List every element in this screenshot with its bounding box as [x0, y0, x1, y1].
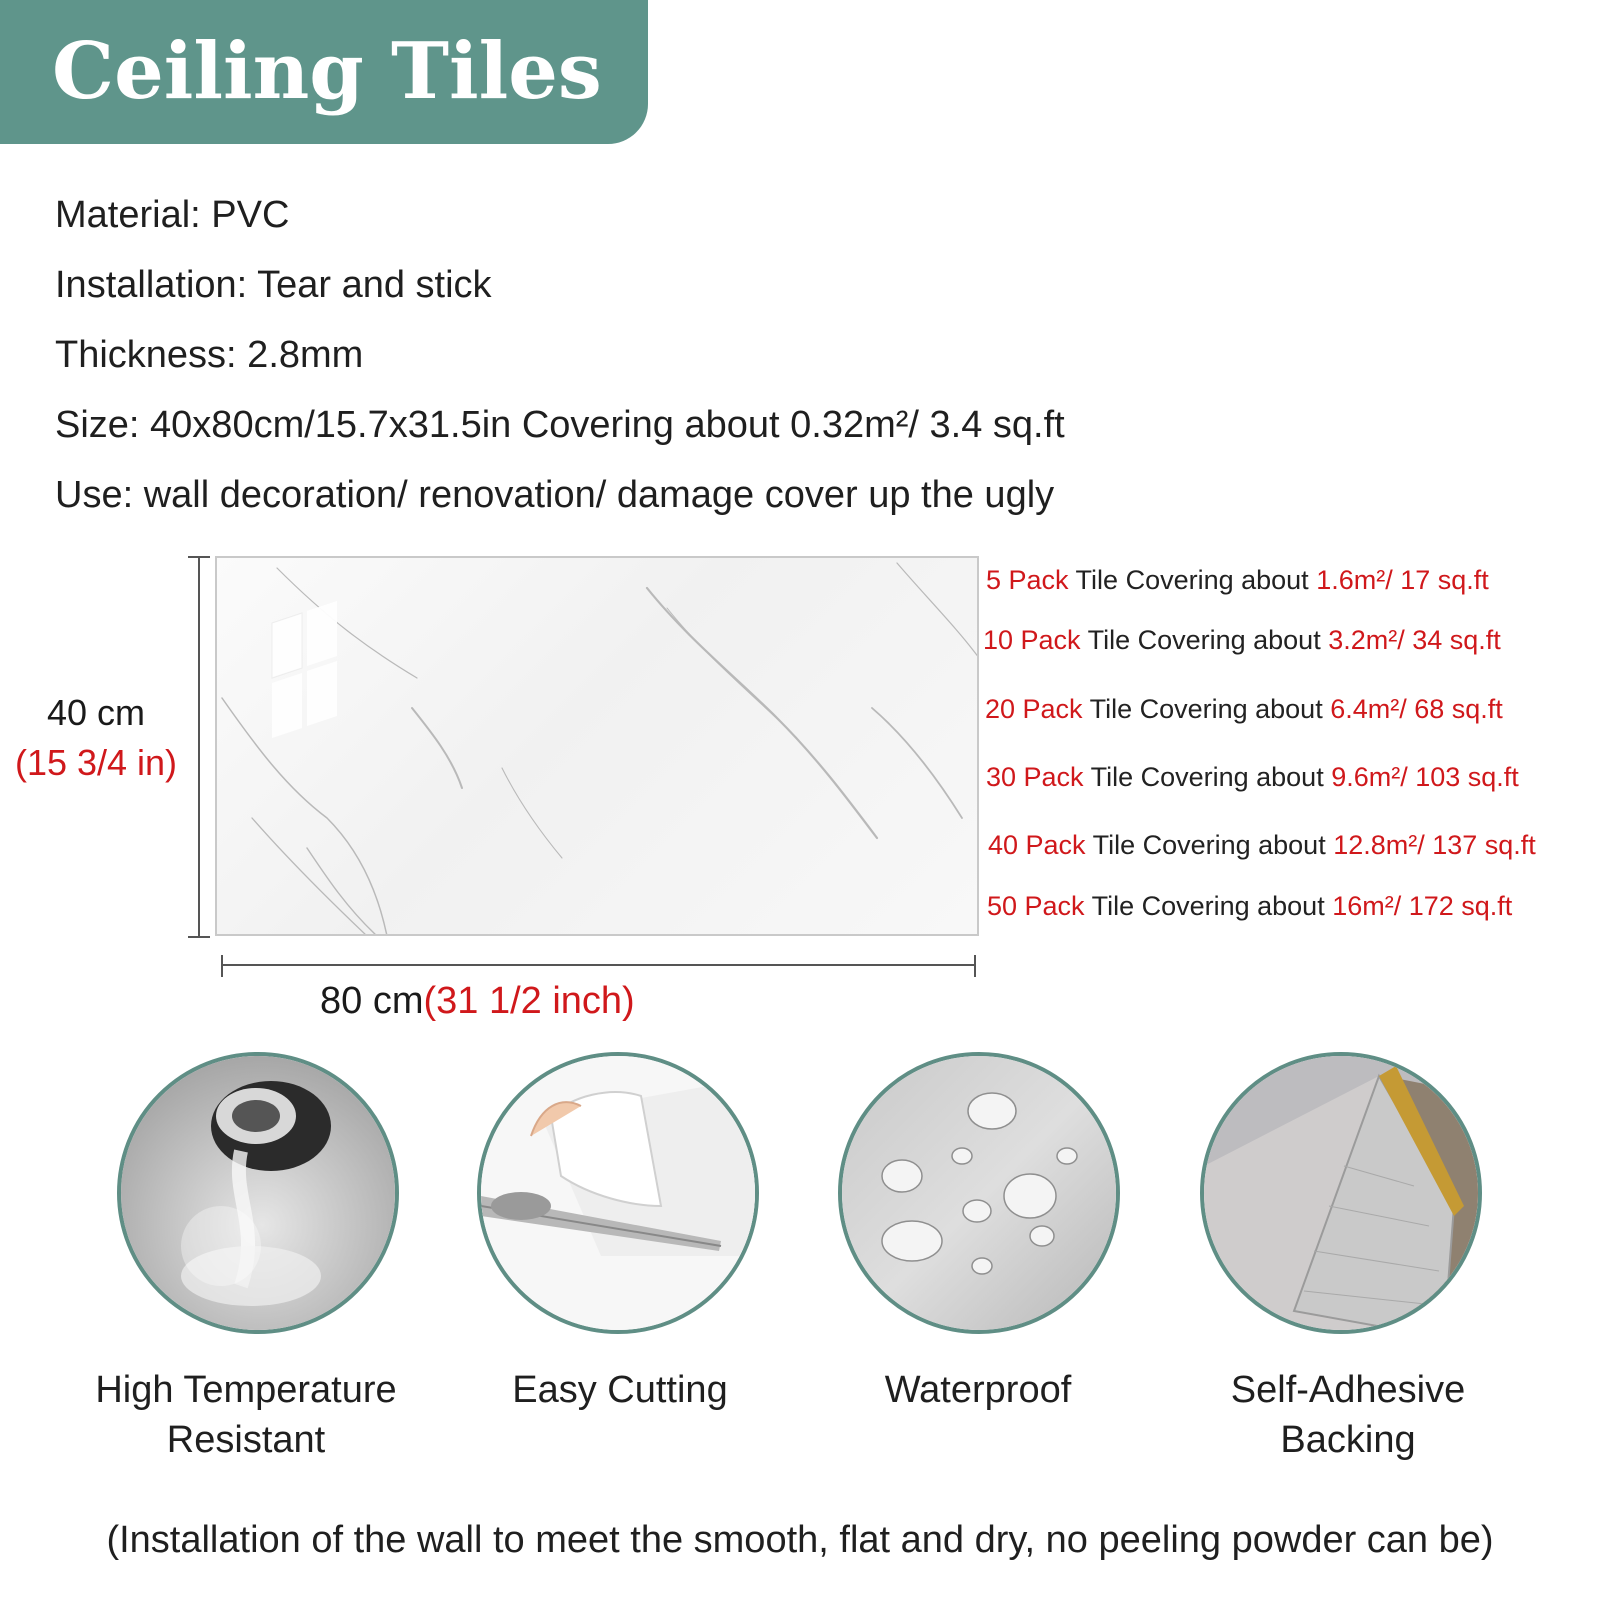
- pack-coverage: 12.8m²/ 137 sq.ft: [1333, 830, 1536, 860]
- pack-count: 50 Pack: [987, 891, 1085, 921]
- pack-count: 40 Pack: [988, 830, 1086, 860]
- feature-easy-cutting: [477, 1052, 767, 1334]
- pack-line: [983, 620, 1501, 660]
- title-banner: [0, 0, 648, 144]
- spec-use: [55, 460, 1065, 530]
- height-imperial: (15 3/4 in): [14, 742, 178, 783]
- height-dimension-cap-top: [188, 556, 210, 558]
- scissors-cutting-icon: [477, 1052, 759, 1334]
- width-dimension-label: [320, 975, 635, 1027]
- width-dimension-cap-right: [974, 955, 976, 977]
- pack-line: [988, 825, 1536, 865]
- spec-label: Size:: [55, 404, 140, 446]
- spec-value: 2.8mm: [236, 334, 364, 376]
- pack-text: Tile Covering about: [1085, 830, 1334, 860]
- pack-line: [986, 560, 1489, 600]
- width-dimension-cap-left: [221, 955, 223, 977]
- width-imperial: (31 1/2 inch): [423, 980, 635, 1022]
- feature-label-line: High Temperature: [95, 1369, 397, 1411]
- marble-vein-icon: [217, 558, 979, 936]
- height-dimension-label: [0, 688, 192, 788]
- marble-tile-image: [215, 556, 979, 936]
- spec-label: Material:: [55, 194, 201, 236]
- feature-label-line: Self-Adhesive: [1230, 1369, 1466, 1411]
- spec-material: [55, 180, 1065, 250]
- pack-line: [985, 689, 1503, 729]
- width-dimension-line: [222, 964, 976, 966]
- installation-note: (Installation of the wall to meet the smooth, flat and dry, no peeling powder can be): [106, 1519, 1494, 1561]
- feature-label: [410, 1365, 830, 1415]
- page-title: Ceiling Tiles: [52, 26, 602, 117]
- adhesive-peel-icon: [1200, 1052, 1482, 1334]
- pack-count: 10 Pack: [983, 625, 1081, 655]
- spec-size: [55, 390, 1065, 460]
- feature-label-line: Resistant: [166, 1419, 326, 1461]
- height-dimension-line: [198, 556, 200, 938]
- water-droplets-icon: [838, 1052, 1120, 1334]
- hot-water-pour-icon: [117, 1052, 399, 1334]
- pack-text: Tile Covering about: [1080, 625, 1329, 655]
- pack-line: [986, 757, 1519, 797]
- feature-label-line: Easy Cutting: [512, 1369, 728, 1411]
- feature-label-line: Backing: [1280, 1419, 1416, 1461]
- spec-value: 40x80cm/15.7x31.5in Covering about 0.32m²/ 3.4 sq.ft: [139, 404, 1065, 446]
- pack-count: 30 Pack: [986, 762, 1084, 792]
- pack-text: Tile Covering about: [1083, 762, 1332, 792]
- pack-coverage: 1.6m²/ 17 sq.ft: [1316, 565, 1489, 595]
- spec-value: PVC: [200, 194, 290, 236]
- height-dimension-cap-bottom: [188, 936, 210, 938]
- feature-label: [768, 1365, 1188, 1415]
- pack-coverage: 3.2m²/ 34 sq.ft: [1328, 625, 1501, 655]
- feature-self-adhesive: [1200, 1052, 1490, 1334]
- pack-text: Tile Covering about: [1068, 565, 1317, 595]
- spec-label: Installation:: [55, 264, 248, 306]
- feature-waterproof: [838, 1052, 1128, 1334]
- feature-label: [1138, 1365, 1558, 1465]
- spec-value: wall decoration/ renovation/ damage cover up the ugly: [133, 474, 1055, 516]
- feature-label-line: Waterproof: [884, 1369, 1072, 1411]
- pack-text: Tile Covering about: [1084, 891, 1333, 921]
- spec-list: [55, 180, 1065, 530]
- pack-coverage: 6.4m²/ 68 sq.ft: [1330, 694, 1503, 724]
- spec-installation: [55, 250, 1065, 320]
- pack-count: 20 Pack: [985, 694, 1083, 724]
- pack-coverage: 16m²/ 172 sq.ft: [1332, 891, 1513, 921]
- pack-line: [987, 886, 1512, 926]
- spec-thickness: [55, 320, 1065, 390]
- pack-coverage: 9.6m²/ 103 sq.ft: [1331, 762, 1519, 792]
- spec-value: Tear and stick: [247, 264, 492, 306]
- feature-high-temperature: [117, 1052, 407, 1334]
- feature-label: [36, 1365, 456, 1465]
- width-metric: 80 cm: [320, 980, 424, 1022]
- height-metric: 40 cm: [46, 692, 146, 733]
- spec-label: Use:: [55, 474, 134, 516]
- spec-label: Thickness:: [55, 334, 237, 376]
- pack-count: 5 Pack: [986, 565, 1069, 595]
- pack-text: Tile Covering about: [1082, 694, 1331, 724]
